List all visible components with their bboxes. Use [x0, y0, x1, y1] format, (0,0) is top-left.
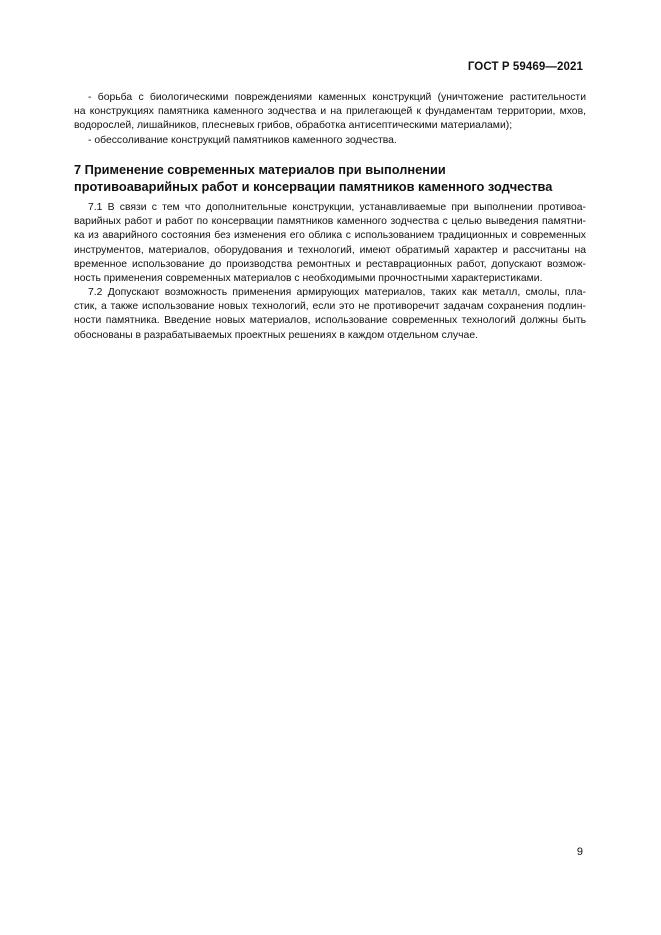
paragraph-7-1-line-3: ка из аварийного состояния без изменения его облика с использованием традиционных и современных [74, 230, 586, 242]
paragraph-7-1-line-1: 7.1 В связи с тем что дополнительные конструкции, устанавливаемые при выполнении противоа- [88, 202, 586, 213]
paragraph-7-1-line-5: временное использование до производства ремонтных и реставрационных работ, допускают возмож- [74, 258, 586, 270]
section-7-heading-line-2: противоаварийных работ и консервации памятников каменного зодчества [74, 179, 553, 194]
list-item-desalination: - обессоливание конструкций памятников каменного зодчества. [88, 134, 397, 146]
page-number: 9 [576, 846, 583, 858]
paragraph-7-2-line-1: 7.2 Допускают возможность применения армирующих материалов, таких как металл, смолы, пла- [88, 287, 586, 298]
paragraph-7-2-line-3: ности памятника. Введение новых материалов, использование современных технологий должны быть [74, 315, 586, 327]
list-item-biological-damage-line-3: водорослей, лишайников, плесневых грибов, обработка антисептическими материалами); [74, 120, 513, 132]
intro-list [74, 91, 586, 148]
section-7-heading [74, 161, 586, 195]
document-code-header: ГОСТ Р 59469—2021 [467, 61, 583, 73]
section-7-heading-line-1: 7 Применение современных материалов при выполнении [74, 162, 446, 177]
list-item-biological-damage-line-2: на конструкциях памятника каменного зодчества и на прилегающей к фундаментам территории, мхов, [74, 106, 586, 118]
paragraph-7-1 [74, 201, 586, 286]
list-item-biological-damage-line-1: - борьба с биологическими повреждениями каменных конструкций (уничтожение растительности [88, 92, 586, 103]
paragraph-7-1-line-4: инструментов, материалов, оборудования и технологий, имеют обратимый характер и рассчитаны на [74, 244, 586, 256]
paragraph-7-2 [74, 286, 586, 343]
paragraph-7-1-line-2: варийных работ и работ по консервации памятников каменного зодчества с целью выведения памятни- [74, 216, 586, 228]
paragraph-7-2-line-2: стик, а также использование новых технологий, если это не противоречит задачам сохранения подлин- [74, 301, 586, 313]
paragraph-7-2-line-4: обоснованы в разрабатываемых проектных решениях в каждом отдельном случае. [74, 329, 478, 341]
paragraph-7-1-line-6: ность применения современных материалов с необходимыми прочностными характеристиками. [74, 273, 543, 285]
